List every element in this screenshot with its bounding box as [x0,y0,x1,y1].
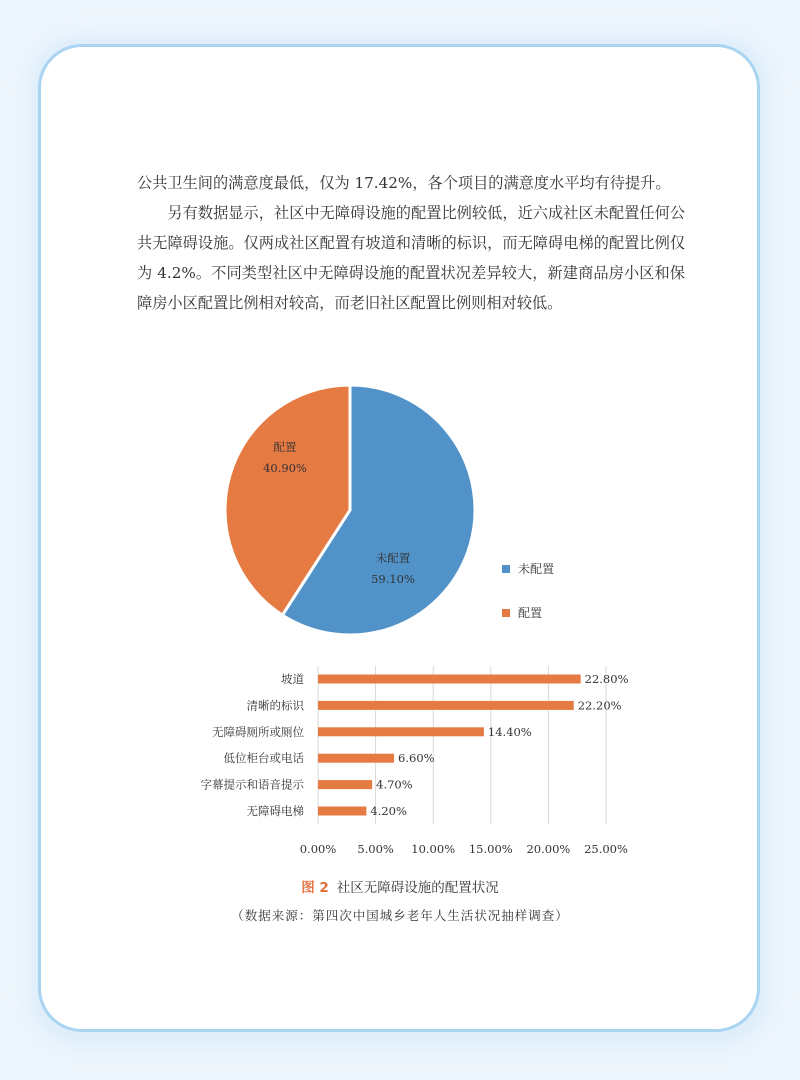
x-tick-label: 5.00% [357,842,394,856]
x-tick-label: 20.00% [526,842,571,856]
x-tick-label: 0.00% [299,842,337,856]
bar-value-label: 14.40% [487,724,532,739]
figure-caption [0,876,800,896]
figure-number: 图 2 [301,880,329,896]
bar-value-label: 4.70% [376,777,413,792]
legend-swatch [502,609,510,617]
bar-category-label: 低位柜台或电话 [223,751,304,766]
bar-value-label: 4.20% [370,804,407,818]
pie-chart [225,385,554,635]
x-tick-label: 25.00% [584,842,628,856]
paragraph-2: 另有数据显示，社区中无障碍设施的配置比例较低，近六成社区未配置任何公共无障碍设施。仅两成社区配置有坡道和清晰的标识，而无障碍电梯的配置比例仅为 4.2%。不同类型社区中无障碍设施的配置状况差异较大，新建商品房小区和保障房小区配置比例相对较高，而老旧社区配置比例则相对较低。 [137,204,685,312]
bar [318,727,484,736]
pie-slice-value: 59.10% [371,572,415,586]
bar [318,701,574,710]
bar [318,807,366,816]
bar-value-label: 22.20% [577,698,622,713]
x-tick-label: 15.00% [468,842,513,856]
figure-title: 社区无障碍设施的配置状况 [336,880,499,896]
paragraph-1: 公共卫生间的满意度最低，仅为 17.42%，各个项目的满意度水平均有待提升。 [137,174,671,192]
bar [318,780,372,789]
x-tick-label: 10.00% [411,842,456,856]
pie-slice-label: 配置 [273,440,297,454]
legend-item: 配置 [518,606,543,620]
bar-category-label: 无障碍厕所或厕位 [212,724,304,739]
bar-category-label: 坡道 [281,672,304,686]
bar [318,675,581,684]
bar-category-label: 无障碍电梯 [246,804,304,818]
data-source: （数据来源：第四次中国城乡老年人生活状况抽样调查） [231,908,569,923]
pie-slice-value: 40.90% [263,461,307,475]
legend-swatch [502,565,510,573]
bar-category-label: 字幕提示和语音提示 [200,777,304,792]
bar [318,754,394,763]
pie-slice-label: 未配置 [375,551,411,565]
bar-value-label: 6.60% [398,751,435,766]
legend-item: 未配置 [518,562,555,576]
bar-chart [201,666,629,856]
bar-value-label: 22.80% [584,672,629,686]
bar-category-label: 清晰的标识 [246,698,304,713]
